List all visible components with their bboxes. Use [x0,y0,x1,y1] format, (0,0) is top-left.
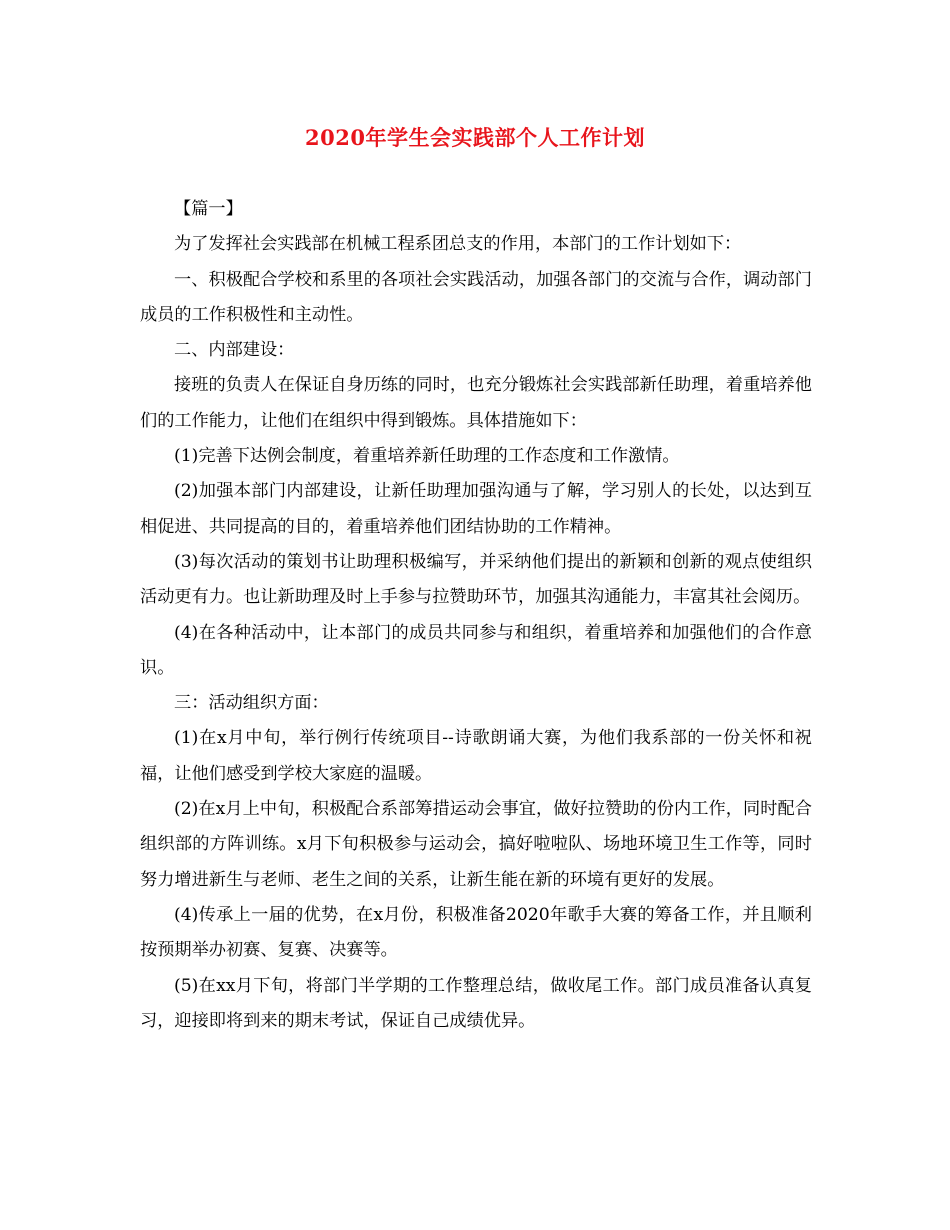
list-item-internal-2: (2)加强本部门内部建设，让新任助理加强沟通与了解，学习别人的长处，以达到互相促进、共同提高的目的，着重培养他们团结协助的工作精神。 [140,481,812,537]
paragraph-internal-intro: 接班的负责人在保证自身历练的同时，也充分锻炼社会实践部新任助理，着重培养他们的工作能力，让他们在组织中得到锻炼。具体措施如下： [140,375,812,431]
section-heading-activities: 三：活动组织方面： [174,693,329,714]
document-title: 2020年学生会实践部个人工作计划 [305,125,645,150]
paragraph-intro: 为了发挥社会实践部在机械工程系团总支的作用，本部门的工作计划如下： [174,234,742,255]
paragraph-item-one: 一、积极配合学校和系里的各项社会实践活动，加强各部门的交流与合作，调动部门成员的工作积极性和主动性。 [140,269,812,325]
list-item-activity-1: (1)在x月中旬，举行例行传统项目--诗歌朗诵大赛，为他们我系部的一份关怀和祝福，让他们感受到学校大家庭的温暖。 [140,728,812,784]
list-item-activity-5: (5)在xx月下旬，将部门半学期的工作整理总结，做收尾工作。部门成员准备认真复习，迎接即将到来的期末考试，保证自己成绩优异。 [140,975,812,1031]
section-heading-internal: 二、内部建设： [174,340,295,361]
list-item-activity-4: (4)传承上一届的优势，在x月份，积极准备2020年歌手大赛的筹备工作，并且顺利按预期举办初赛、复赛、决赛等。 [140,904,812,961]
list-item-internal-1: (1)完善下达例会制度，着重培养新任助理的工作态度和工作激情。 [174,446,680,467]
list-item-internal-4: (4)在各种活动中，让本部门的成员共同参与和组织，着重培养和加强他们的合作意识。 [140,622,812,678]
section-heading-part-one: 【篇一】 [174,199,243,219]
list-item-activity-2: (2)在x月上中旬，积极配合系部筹措运动会事宜，做好拉赞助的份内工作，同时配合组织部的方阵训练。x月下旬积极参与运动会，搞好啦啦队、场地环境卫生工作等，同时努力增进新生与老师、老生之间的关系，让新生能在新的环境有更好的发展。 [140,799,812,890]
list-item-internal-3: (3)每次活动的策划书让助理积极编写，并采纳他们提出的新颖和创新的观点使组织活动更有力。也让新助理及时上手参与拉赞助环节，加强其沟通能力，丰富其社会阅历。 [140,551,812,608]
document-body [140,192,812,1039]
